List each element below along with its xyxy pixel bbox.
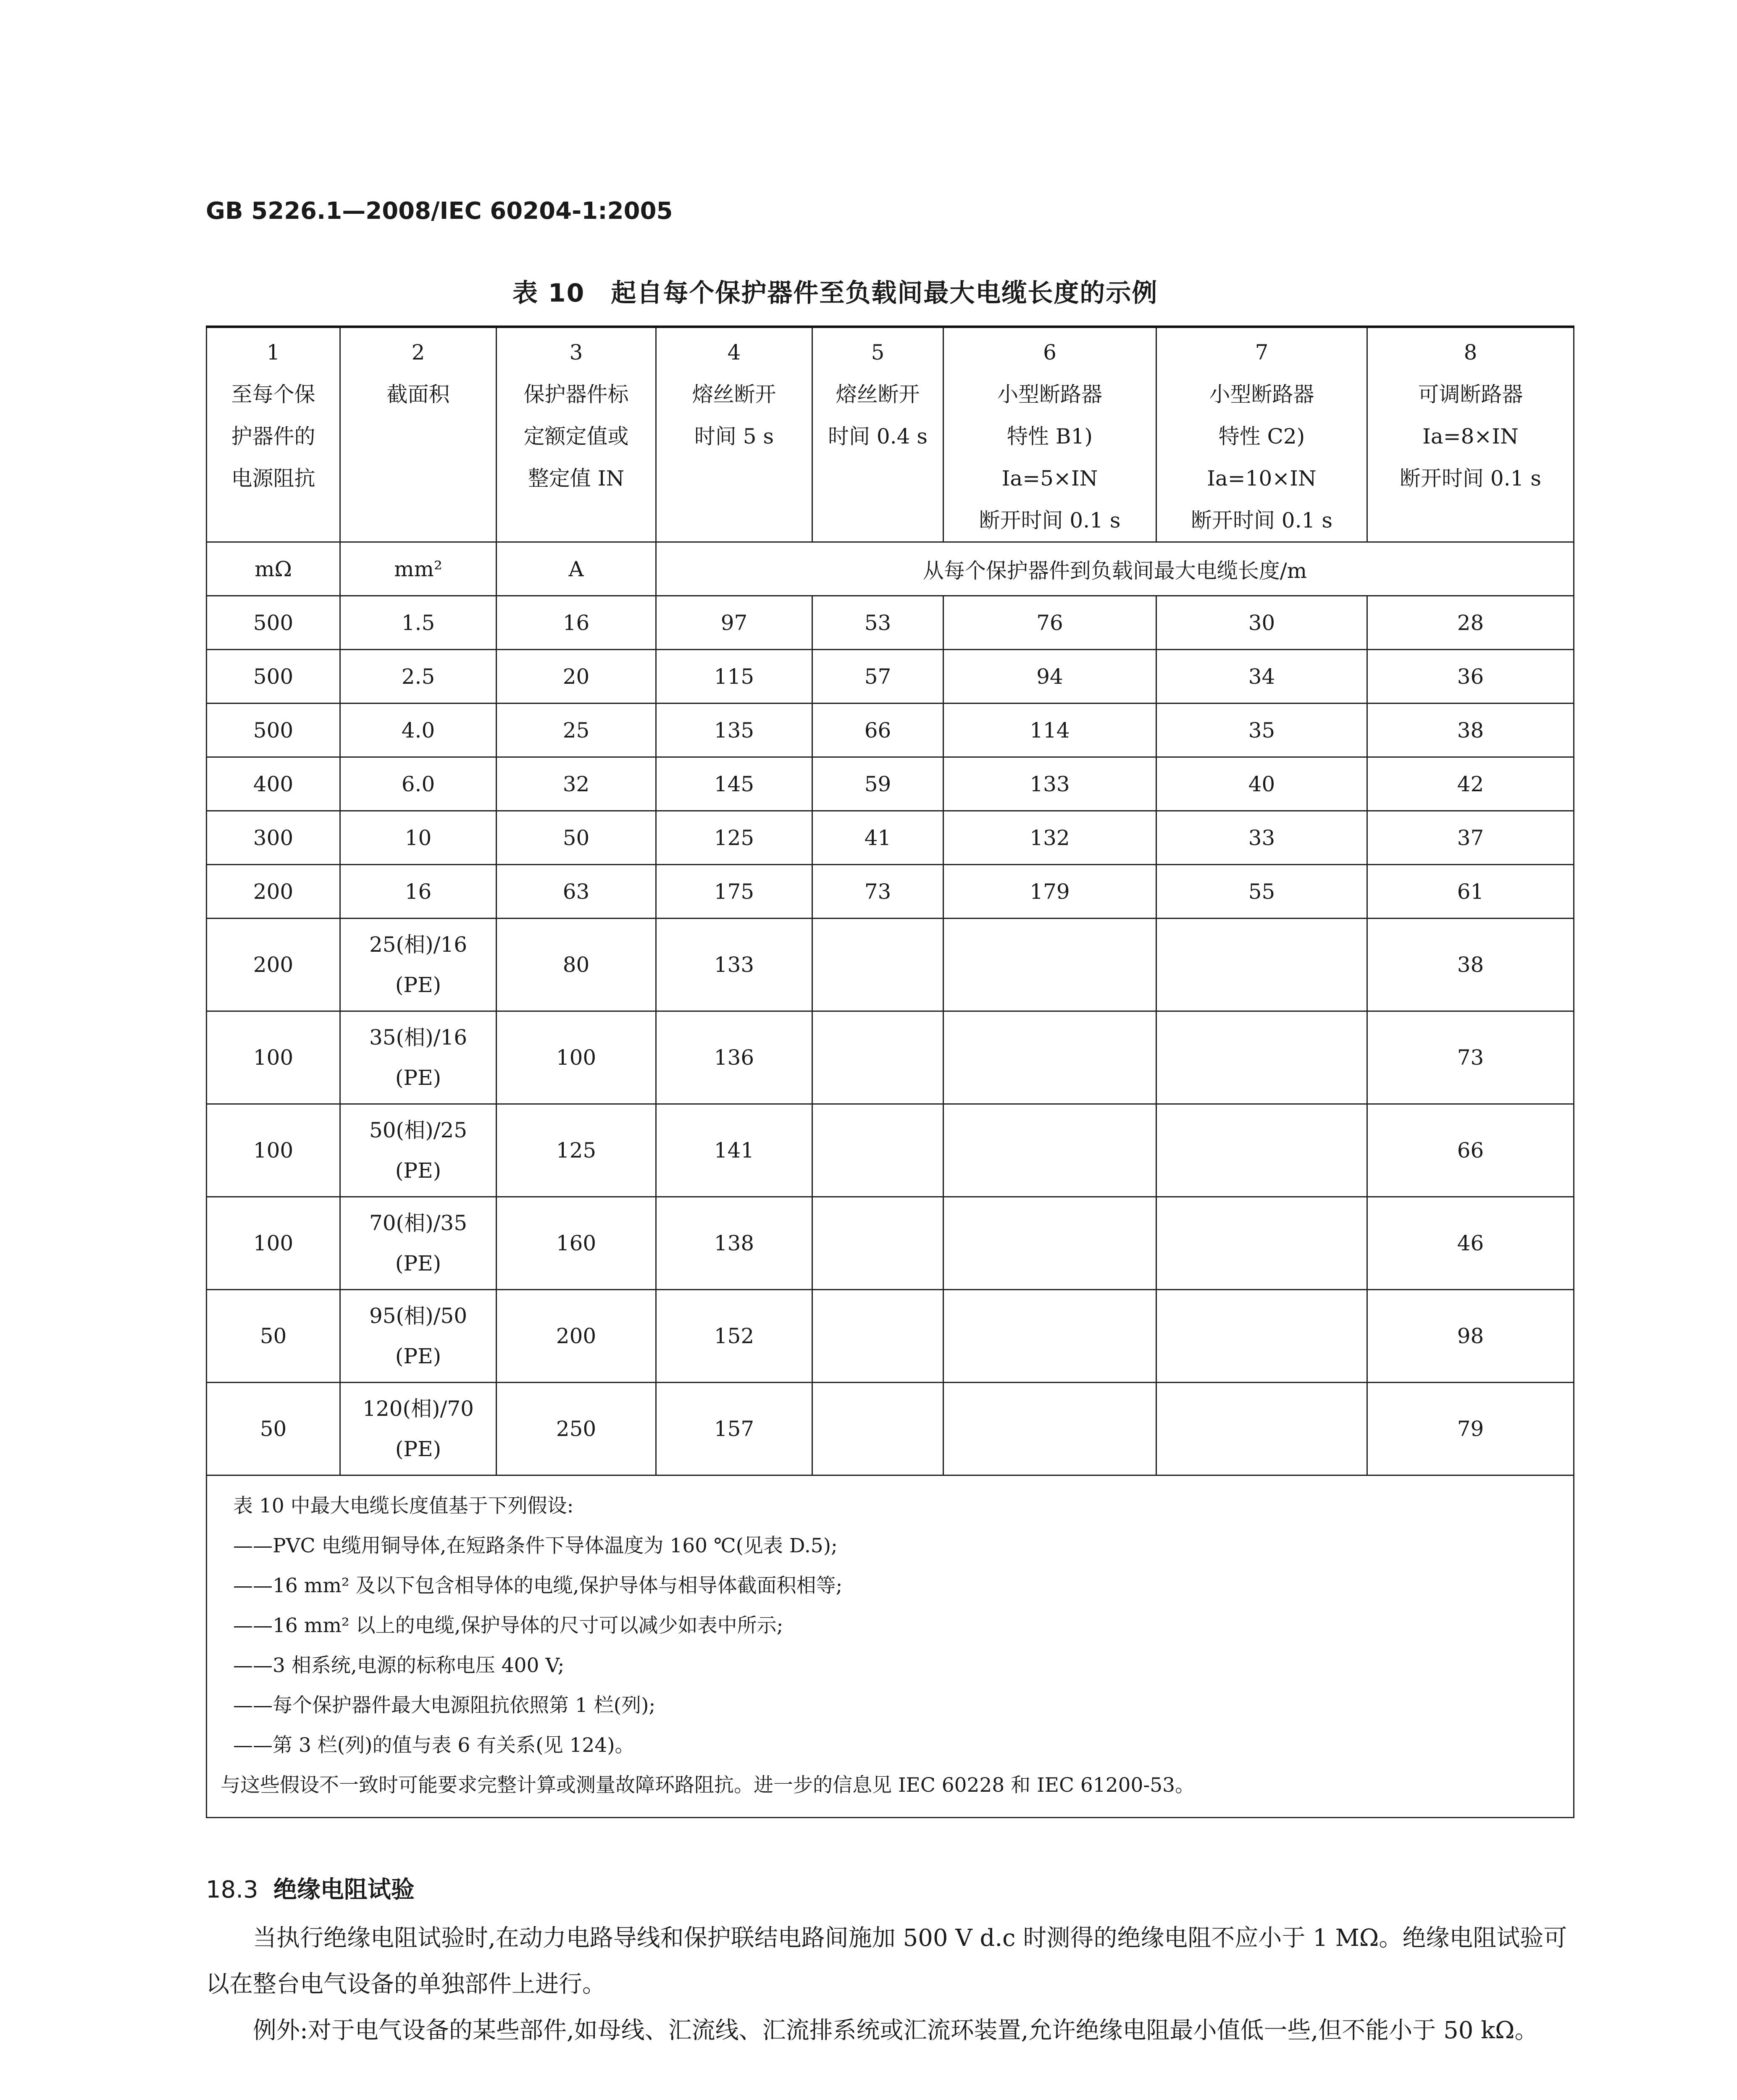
table-cell: 61 (1367, 865, 1574, 919)
table-cell: 50 (497, 811, 656, 865)
table-cell-area: 35(相)/16 (PE) (340, 1011, 497, 1104)
table-cell-empty (1156, 1197, 1367, 1290)
table-cell: 100 (207, 1104, 340, 1197)
table-cell: 76 (943, 596, 1156, 650)
table-cell: 46 (1367, 1197, 1574, 1290)
table-cell: 80 (497, 919, 656, 1011)
table-cell: 94 (943, 650, 1156, 704)
table-cell: 500 (207, 704, 340, 757)
note-line: ——每个保护器件最大电源阻抗依照第 1 栏(列); (233, 1694, 656, 1717)
table-cell: 135 (656, 704, 812, 757)
table-cell: 55 (1156, 865, 1367, 919)
notes-row (207, 1475, 1574, 1818)
table-cell: 115 (656, 650, 812, 704)
header-row (207, 327, 1574, 542)
table-cell-area: 95(相)/50 (PE) (340, 1290, 497, 1383)
unit-cell: mΩ (207, 542, 340, 596)
section-heading (206, 1871, 415, 1905)
table-cell: 53 (812, 596, 943, 650)
table-cell: 6.0 (340, 757, 497, 811)
table-cell: 141 (656, 1104, 812, 1197)
table-cell-area: 70(相)/35 (PE) (340, 1197, 497, 1290)
table-title: 表 10 起自每个保护器件至负载间最大电缆长度的示例 (512, 278, 1158, 308)
table-cell: 34 (1156, 650, 1367, 704)
table-cell-empty (943, 1197, 1156, 1290)
col-header-8: 8 可调断路器 Ia=8×IN 断开时间 0.1 s (1367, 327, 1574, 542)
note-line: ——PVC 电缆用铜导体,在短路条件下导体温度为 160 ℃(见表 D.5); (233, 1534, 838, 1557)
table-cell-empty (812, 1290, 943, 1383)
table-row-pe (207, 1197, 1574, 1290)
table-cell-empty (1156, 1011, 1367, 1104)
note-line: ——3 相系统,电源的标称电压 400 V; (233, 1654, 565, 1677)
table-cell-empty (1156, 1104, 1367, 1197)
table-cell: 40 (1156, 757, 1367, 811)
table-cell-empty (812, 1104, 943, 1197)
col-header-4: 4 熔丝断开 时间 5 s (656, 327, 812, 542)
table-cell: 97 (656, 596, 812, 650)
section-title: 绝缘电阻试验 (273, 1876, 415, 1903)
table-cell: 157 (656, 1383, 812, 1475)
table-cell: 42 (1367, 757, 1574, 811)
table-cell-empty (1156, 1290, 1367, 1383)
table-cell-empty (943, 1011, 1156, 1104)
table-cell: 63 (497, 865, 656, 919)
table-cell: 160 (497, 1197, 656, 1290)
table-cell: 38 (1367, 704, 1574, 757)
table-cell: 145 (656, 757, 812, 811)
table-notes (207, 1475, 1574, 1818)
table-cell-empty (812, 1383, 943, 1475)
table-cell-area: 120(相)/70 (PE) (340, 1383, 497, 1475)
table-row (207, 650, 1574, 704)
note-line: ——16 mm² 及以下包含相导体的电缆,保护导体与相导体截面积相等; (233, 1574, 843, 1597)
table-cell: 98 (1367, 1290, 1574, 1383)
table-cell: 66 (1367, 1104, 1574, 1197)
table-cell: 50 (207, 1383, 340, 1475)
table-row (207, 704, 1574, 757)
table-cell: 136 (656, 1011, 812, 1104)
table-row (207, 596, 1574, 650)
unit-cell: mm² (340, 542, 497, 596)
paragraph-exception: 例外:对于电气设备的某些部件,如母线、汇流线、汇流排系统或汇流环装置,允许绝缘电阻最小值低一些,但不能小于 50 kΩ。 (253, 2017, 1538, 2044)
table-cell: 73 (812, 865, 943, 919)
table-cell: 200 (497, 1290, 656, 1383)
cable-length-table (206, 326, 1573, 1818)
note-line: 与这些假设不一致时可能要求完整计算或测量故障环路阻抗。进一步的信息见 IEC 60228 和 IEC 61200-53。 (221, 1774, 1195, 1797)
table-cell: 28 (1367, 596, 1574, 650)
section-number: 18.3 (206, 1876, 258, 1903)
table-cell: 59 (812, 757, 943, 811)
table-cell: 300 (207, 811, 340, 865)
table-cell: 30 (1156, 596, 1367, 650)
table-cell: 133 (656, 919, 812, 1011)
table-cell: 32 (497, 757, 656, 811)
table-row (207, 811, 1574, 865)
table-cell-area: 50(相)/25 (PE) (340, 1104, 497, 1197)
table-cell: 35 (1156, 704, 1367, 757)
table-cell: 125 (656, 811, 812, 865)
table-cell-empty (1156, 919, 1367, 1011)
table-cell: 100 (207, 1197, 340, 1290)
table-cell: 100 (497, 1011, 656, 1104)
note-line: ——16 mm² 以上的电缆,保护导体的尺寸可以减少如表中所示; (233, 1614, 783, 1637)
table-cell: 10 (340, 811, 497, 865)
table-cell: 4.0 (340, 704, 497, 757)
table-cell: 16 (340, 865, 497, 919)
note-line: 表 10 中最大电缆长度值基于下列假设: (233, 1494, 574, 1517)
table-cell: 37 (1367, 811, 1574, 865)
table-cell-empty (943, 1104, 1156, 1197)
col-header-5: 5 熔丝断开 时间 0.4 s (812, 327, 943, 542)
table-row-pe (207, 919, 1574, 1011)
table-cell: 33 (1156, 811, 1367, 865)
table-cell: 175 (656, 865, 812, 919)
table-cell: 133 (943, 757, 1156, 811)
paragraph: 当执行绝缘电阻试验时,在动力电路导线和保护联结电路间施加 500 V d.c 时测得的绝缘电阻不应小于 1 MΩ。绝缘电阻试验可以在整台电气设备的单独部件上进行。 (206, 1924, 1567, 1998)
table-cell: 132 (943, 811, 1156, 865)
table-row-pe (207, 1290, 1574, 1383)
col-header-6: 6 小型断路器 特性 B1) Ia=5×IN 断开时间 0.1 s (943, 327, 1156, 542)
table-cell-empty (943, 1383, 1156, 1475)
table-cell: 50 (207, 1290, 340, 1383)
note-line: ——第 3 栏(列)的值与表 6 有关系(见 124)。 (233, 1734, 635, 1757)
unit-row (207, 542, 1574, 596)
table-cell: 200 (207, 919, 340, 1011)
table-row-pe (207, 1383, 1574, 1475)
table-cell: 138 (656, 1197, 812, 1290)
table-cell: 20 (497, 650, 656, 704)
unit-cell-length: 从每个保护器件到负载间最大电缆长度/m (656, 542, 1574, 596)
table-cell: 152 (656, 1290, 812, 1383)
table-cell: 400 (207, 757, 340, 811)
table-cell: 41 (812, 811, 943, 865)
table-cell-empty (812, 919, 943, 1011)
table-cell: 66 (812, 704, 943, 757)
table-cell: 250 (497, 1383, 656, 1475)
table-row (207, 865, 1574, 919)
table-cell: 16 (497, 596, 656, 650)
table-cell: 125 (497, 1104, 656, 1197)
table-cell-empty (812, 1011, 943, 1104)
table-cell: 179 (943, 865, 1156, 919)
table-cell: 200 (207, 865, 340, 919)
table-cell: 500 (207, 650, 340, 704)
table-cell-empty (943, 1290, 1156, 1383)
table-cell: 38 (1367, 919, 1574, 1011)
table-cell: 57 (812, 650, 943, 704)
table-cell: 2.5 (340, 650, 497, 704)
table-row-pe (207, 1011, 1574, 1104)
col-header-7: 7 小型断路器 特性 C2) Ia=10×IN 断开时间 0.1 s (1156, 327, 1367, 542)
table-cell-empty (812, 1197, 943, 1290)
table-cell-area: 25(相)/16 (PE) (340, 919, 497, 1011)
col-header-1: 1 至每个保 护器件的 电源阻抗 (207, 327, 340, 542)
table-row-pe (207, 1104, 1574, 1197)
table-cell: 114 (943, 704, 1156, 757)
col-header-3: 3 保护器件标 定额定值或 整定值 IN (497, 327, 656, 542)
table-cell: 79 (1367, 1383, 1574, 1475)
table-cell: 36 (1367, 650, 1574, 704)
table-cell: 73 (1367, 1011, 1574, 1104)
table-cell: 1.5 (340, 596, 497, 650)
table-cell-empty (1156, 1383, 1367, 1475)
table-row (207, 757, 1574, 811)
table-cell: 100 (207, 1011, 340, 1104)
unit-cell: A (497, 542, 656, 596)
table-cell: 500 (207, 596, 340, 650)
standard-code: GB 5226.1—2008/IEC 60204-1:2005 (206, 197, 673, 225)
col-header-2: 2 截面积 (340, 327, 497, 542)
table-cell: 25 (497, 704, 656, 757)
table-cell-empty (943, 919, 1156, 1011)
